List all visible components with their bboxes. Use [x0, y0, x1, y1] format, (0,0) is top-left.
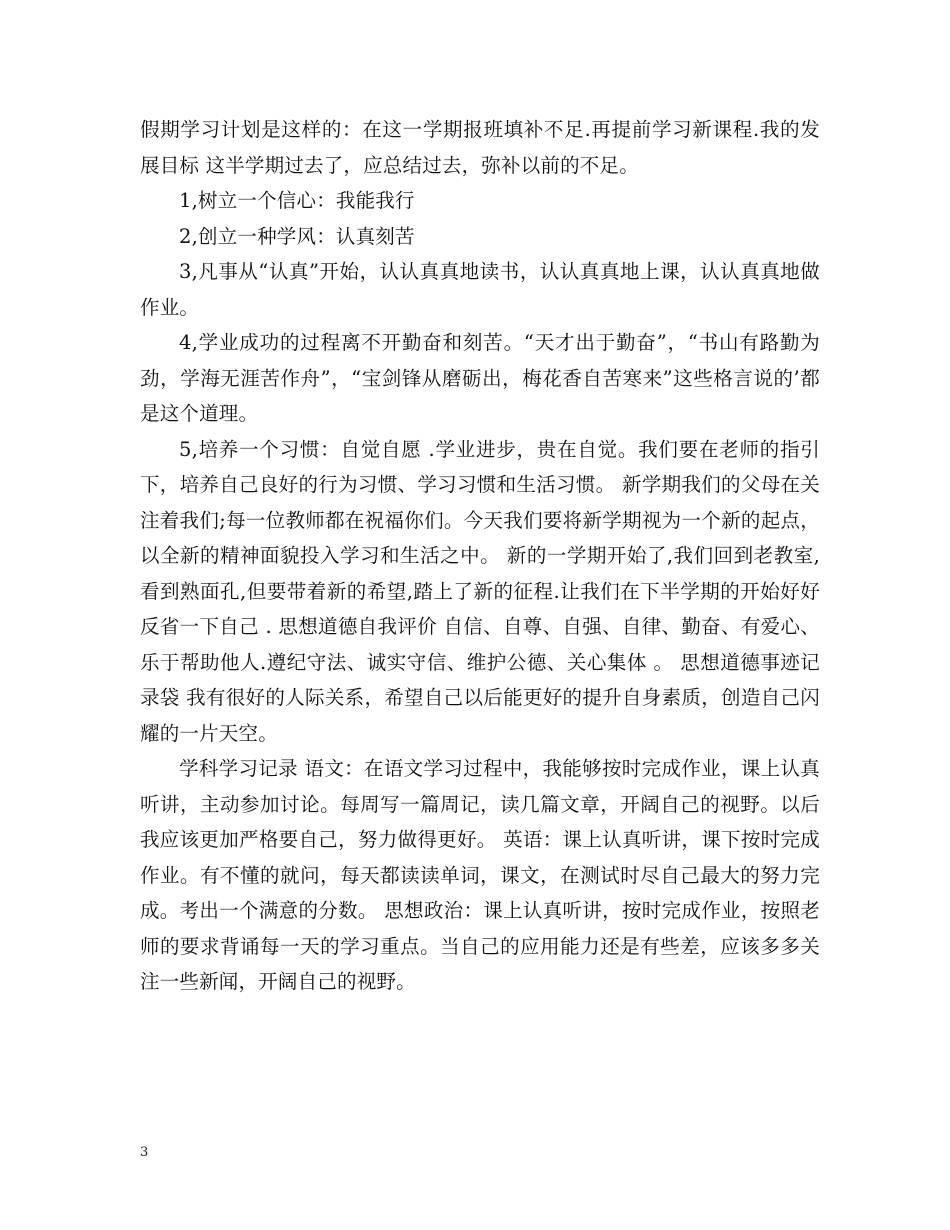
paragraph-goal-habit: 5,培养一个习惯：自觉自愿 .学业进步，贵在自觉。我们要在老师的指引下，培养自己良好的行为习惯、学习习惯和生活习惯。 新学期我们的父母在关注着我们;每一位教师都在祝福你们。今天我们要将新学期视为一个新的起点，以全新的精神面貌投入学习和生活之中。 新的一学期开始了,我们回到老教室,看到熟面孔,但要带着新的希望,踏上了新的征程.让我们在下半学期的开始好好反省一下自己 . 思想道德自我评价 自信、自尊、自强、自律、勤奋、有爱心、乐于帮助他人.遵纪守法、诚实守信、维护公德、关心集体 。 思想道德事迹记录袋 我有很好的人际关系，希望自己以后能更好的提升自身素质，创造自己闪耀的一片天空。 — [140, 437, 820, 745]
paragraph-goal-confidence: 1,树立一个信心：我能我行 — [179, 189, 415, 212]
page-number: 3 — [140, 1145, 149, 1160]
paragraph-study-plan: 假期学习计划是这样的：在这一学期报班填补不足.再提前学习新课程.我的发展目标 这半学期过去了，应总结过去，弥补以前的不足。 — [140, 118, 820, 177]
paragraph-goal-diligence: 4,学业成功的过程离不开勤奋和刻苦。“天才出于勤奋”，“书山有路勤为劲，学海无涯苦作舟”，“宝剑锋从磨砺出，梅花香自苦寒来”这些格言说的’都是这个道理。 — [140, 331, 820, 425]
paragraph-goal-study-style: 2,创立一种学风：认真刻苦 — [179, 224, 415, 248]
paragraph-goal-seriousness: 3,凡事从“认真”开始，认认真真地读书，认认真真地上课，认认真真地做作业。 — [140, 260, 820, 319]
document-body — [140, 112, 820, 1000]
paragraph-subject-records: 学科学习记录 语文：在语文学习过程中，我能够按时完成作业，课上认真听讲，主动参加讨论。每周写一篇周记，读几篇文章，开阔自己的视野。以后我应该更加严格要自己，努力做得更好。 英语：课上认真听讲，课下按时完成作业。有不懂的就问，每天都读读单词，课文，在测试时尽自己最大的努力完成。考出一个满意的分数。 思想政治：课上认真听讲，按时完成作业，按照老师的要求背诵每一天的学习重点。当自己的应用能力还是有些差，应该多多关注一些新闻，开阔自己的视野。 — [140, 757, 820, 993]
